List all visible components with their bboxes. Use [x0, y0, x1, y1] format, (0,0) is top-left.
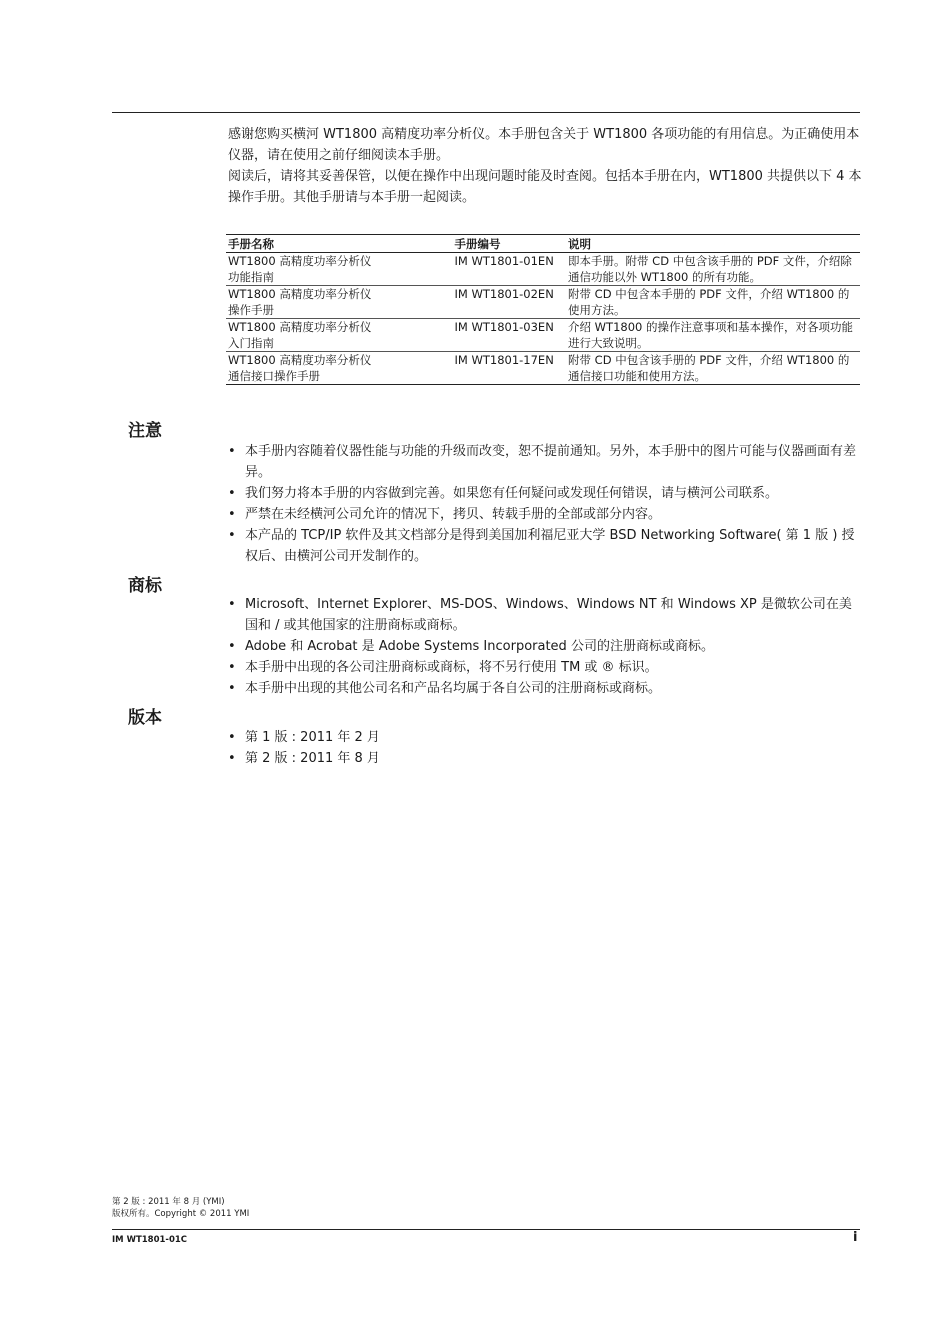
list-item-text: 严禁在未经横河公司允许的情况下，拷贝、转载手册的全部或部分内容。: [245, 507, 662, 522]
list-item: [228, 678, 862, 699]
manual-name: WT1800 高精度功率分析仪 入门指南: [228, 320, 372, 350]
list-item-text: 本手册中出现的各公司注册商标或商标，将不另行使用 TM 或 ® 标识。: [245, 660, 658, 675]
bullet-icon: •: [228, 507, 236, 522]
list-item-text: 第 2 版 : 2011 年 8 月: [245, 751, 380, 766]
list-item-text: 本手册中出现的其他公司名和产品名均属于各自公司的注册商标或商标。: [245, 681, 662, 696]
notice-list: [228, 441, 862, 567]
list-item: [228, 636, 862, 657]
manual-description-cell: 附带 CD 中包含该手册的 PDF 文件，介绍 WT1800 的通信接口功能和使用方法。: [566, 352, 860, 385]
manual-description-cell: 附带 CD 中包含本手册的 PDF 文件，介绍 WT1800 的使用方法。: [566, 286, 860, 319]
manual-number-cell: IM WT1801-17EN: [453, 352, 567, 385]
manual-number-cell: IM WT1801-01EN: [453, 253, 567, 286]
manual-number-cell: IM WT1801-02EN: [453, 286, 567, 319]
list-item: [228, 594, 862, 636]
list-item: [228, 525, 862, 567]
table-row: [226, 253, 860, 286]
manual-list-table: [226, 234, 860, 385]
manual-number-cell: IM WT1801-03EN: [453, 319, 567, 352]
manual-name: WT1800 高精度功率分析仪 操作手册: [228, 287, 372, 317]
table-row: [226, 286, 860, 319]
header-manual-name: 手册名称: [226, 235, 453, 253]
manual-name-cell: [226, 253, 453, 286]
document-id: IM WT1801-01C: [112, 1235, 188, 1245]
manual-description-cell: 即本手册。附带 CD 中包含该手册的 PDF 文件，介绍除通信功能以外 WT1800 的所有功能。: [566, 253, 860, 286]
table-row: [226, 352, 860, 385]
manual-name-cell: [226, 352, 453, 385]
bullet-icon: •: [228, 444, 236, 459]
list-item-text: Adobe 和 Acrobat 是 Adobe Systems Incorporated 公司的注册商标或商标。: [245, 639, 714, 654]
list-item-text: 第 1 版 : 2011 年 2 月: [245, 730, 380, 745]
edition-footnote: [112, 1196, 249, 1220]
list-item: [228, 504, 862, 525]
bullet-icon: •: [228, 730, 236, 745]
list-item: [228, 727, 862, 748]
bullet-icon: •: [228, 528, 236, 543]
list-item-text: 本产品的 TCP/IP 软件及其文档部分是得到美国加利福尼亚大学 BSD Networking Software( 第 1 版 ) 授权后、由横河公司开发制作的。: [245, 528, 855, 564]
bullet-icon: •: [228, 751, 236, 766]
intro-paragraph: 感谢您购买横河 WT1800 高精度功率分析仪。本手册包含关于 WT1800 各项功能的有用信息。为正确使用本仪器，请在使用之前仔细阅读本手册。: [228, 127, 860, 163]
intro-text: [228, 124, 862, 208]
list-item: [228, 748, 862, 769]
manual-description-cell: 介绍 WT1800 的操作注意事项和基本操作，对各项功能进行大致说明。: [566, 319, 860, 352]
list-item-text: Microsoft、Internet Explorer、MS-DOS、Windows、Windows NT 和 Windows XP 是微软公司在美国和 / 或其他国家的注册商标或商标。: [245, 597, 852, 633]
bullet-icon: •: [228, 486, 236, 501]
page-number: i: [853, 1230, 858, 1245]
bullet-icon: •: [228, 660, 236, 675]
trademark-list: [228, 594, 862, 699]
header-description: 说明: [566, 235, 860, 253]
list-item: [228, 483, 862, 504]
bullet-icon: •: [228, 681, 236, 696]
copyright-line: 版权所有。Copyright © 2011 YMI: [112, 1209, 250, 1219]
section-title-trademarks: 商标: [128, 576, 162, 596]
manual-name-cell: [226, 319, 453, 352]
list-item: [228, 657, 862, 678]
top-divider: [112, 112, 860, 113]
manual-name: WT1800 高精度功率分析仪 通信接口操作手册: [228, 353, 372, 383]
edition-line: 第 2 版 : 2011 年 8 月 (YMI): [112, 1197, 225, 1207]
bottom-divider: [112, 1229, 860, 1230]
edition-list: [228, 727, 862, 769]
bullet-icon: •: [228, 639, 236, 654]
section-title-notice: 注意: [128, 421, 162, 441]
list-item-text: 我们努力将本手册的内容做到完善。如果您有任何疑问或发现任何错误，请与横河公司联系。: [245, 486, 779, 501]
list-item-text: 本手册内容随着仪器性能与功能的升级而改变，恕不提前通知。另外，本手册中的图片可能与仪器画面有差异。: [245, 444, 857, 480]
intro-paragraph: 阅读后，请将其妥善保管，以便在操作中出现问题时能及时查阅。包括本手册在内，WT1800 共提供以下 4 本操作手册。其他手册请与本手册一起阅读。: [228, 169, 862, 205]
list-item: [228, 441, 862, 483]
section-title-editions: 版本: [128, 708, 162, 728]
manual-name: WT1800 高精度功率分析仪 功能指南: [228, 254, 372, 284]
table-row: [226, 319, 860, 352]
bullet-icon: •: [228, 597, 236, 612]
manual-name-cell: [226, 286, 453, 319]
header-manual-number: 手册编号: [453, 235, 567, 253]
table-header-row: [226, 235, 860, 253]
